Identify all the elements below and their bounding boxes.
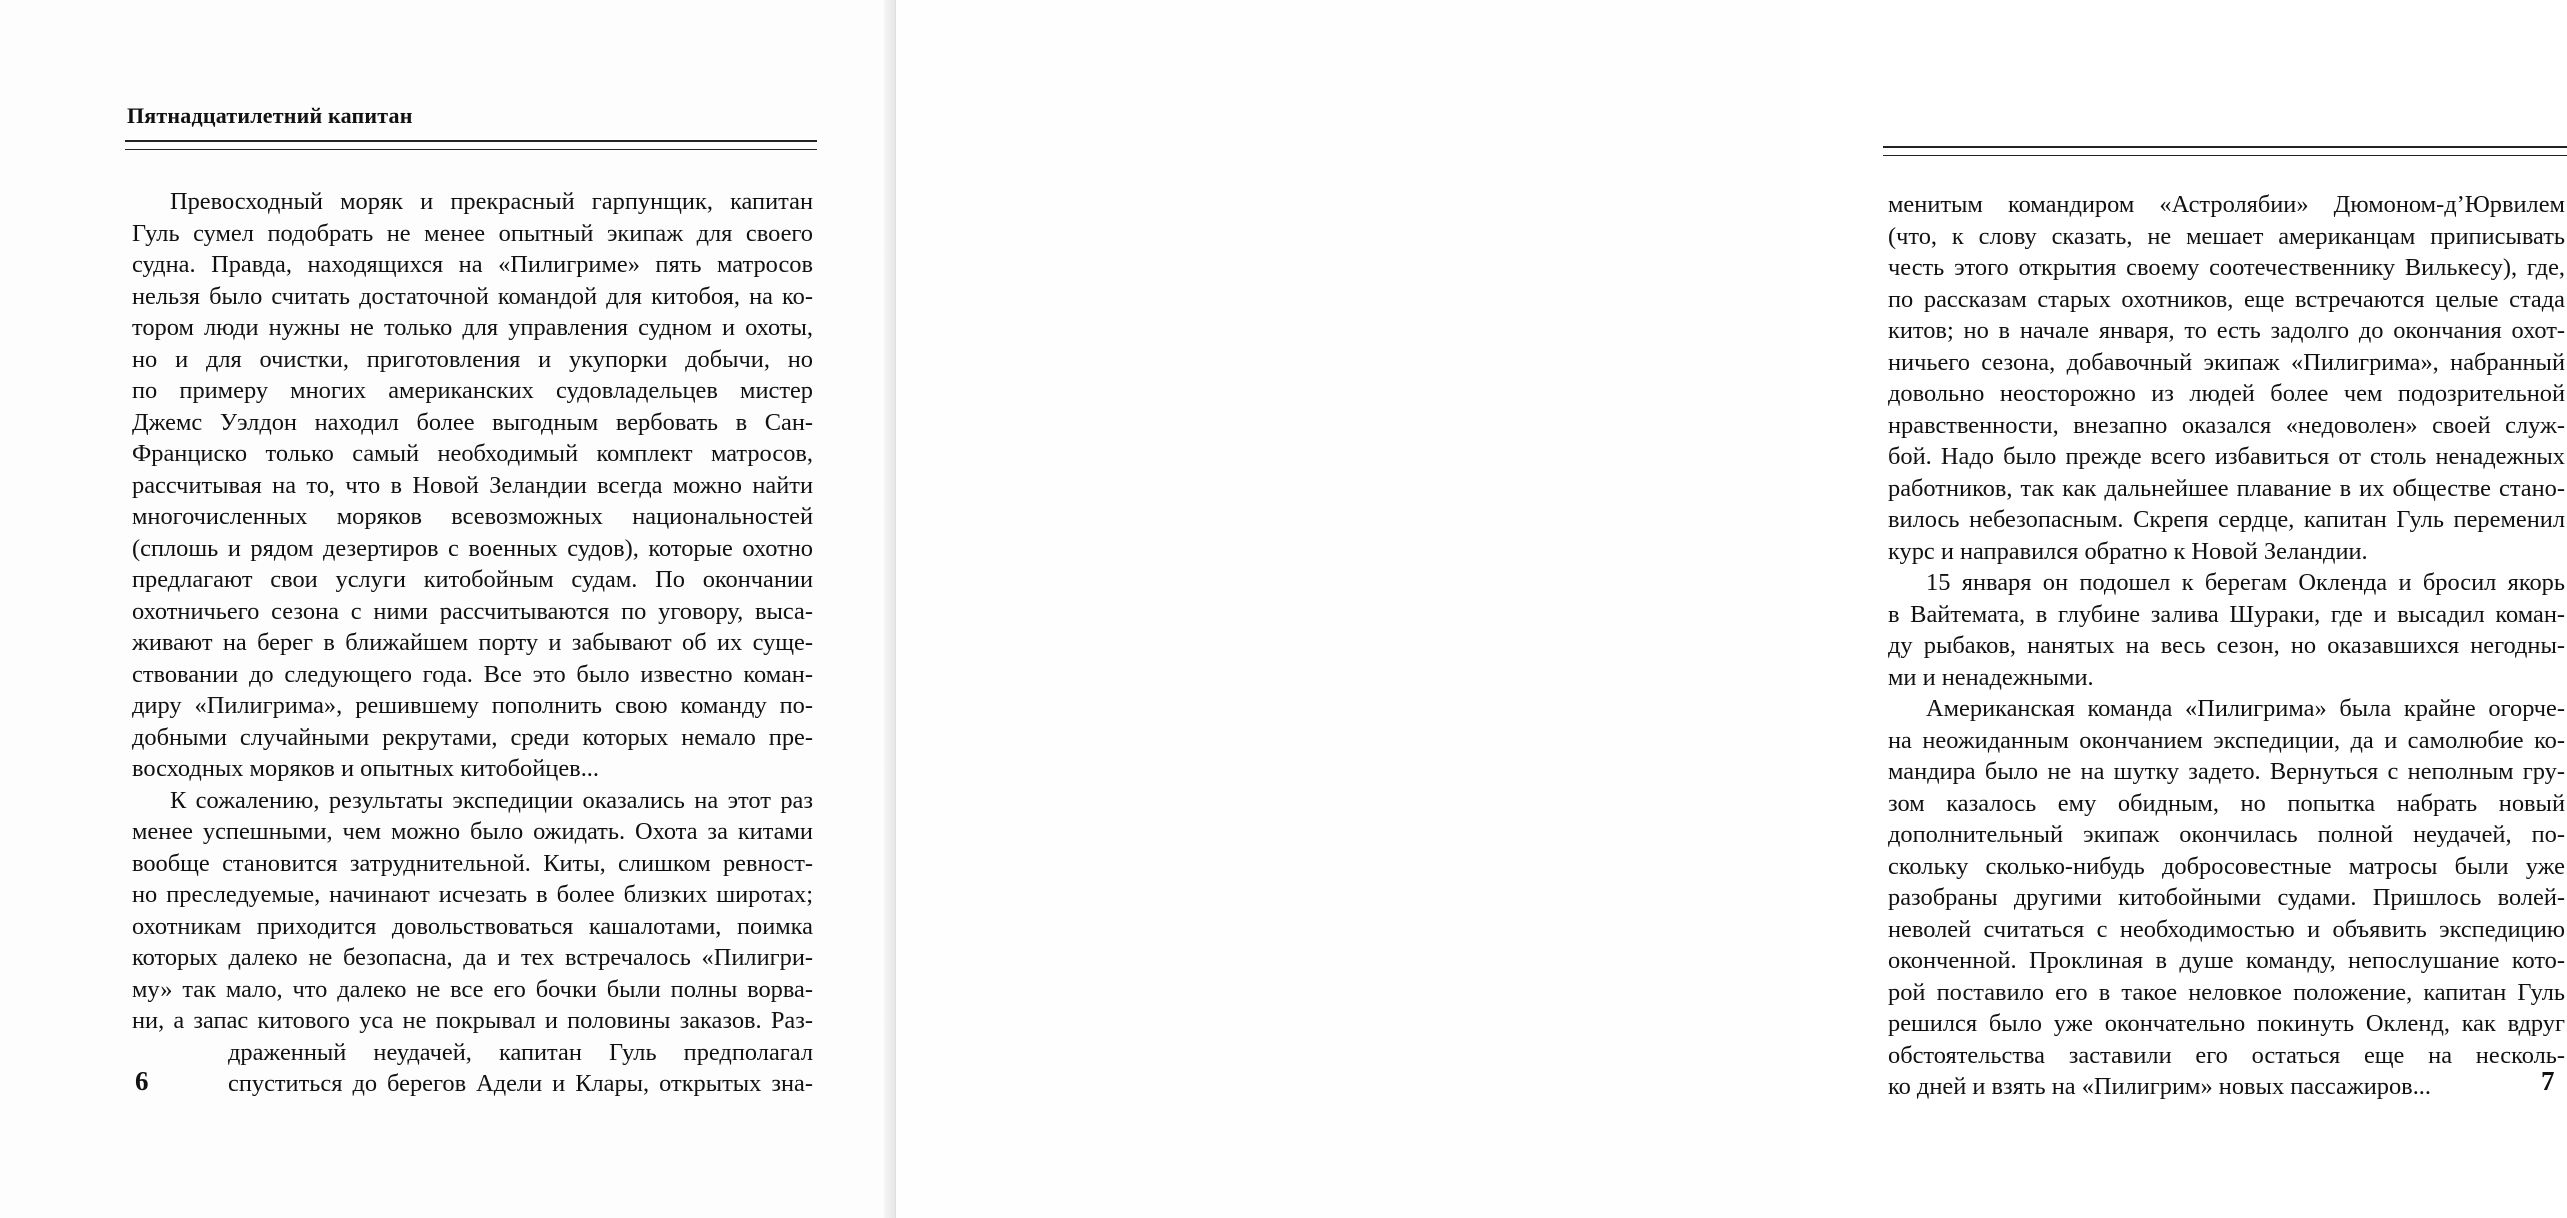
text-line: многочисленных моряков всевозможных национальностей — [132, 503, 813, 530]
header-rule — [1883, 146, 2567, 156]
text-line: добными случайными рекрутами, среди которых немало пре- — [132, 723, 813, 751]
paragraph — [1888, 567, 2565, 693]
text-line: на неожиданным окончанием экспедиции, да и самолюбие ко- — [1888, 726, 2565, 754]
paragraph — [132, 785, 813, 1100]
text-line: мандира было не на шутку задето. Вернуться с неполным гру- — [1888, 758, 2565, 785]
text-line: менее успешными, чем можно было ожидать. Охота за китами — [132, 818, 813, 845]
text-line: Превосходный моряк и прекрасный гарпунщик, капитан — [170, 188, 813, 215]
text-line: ни, а запас китового уса не покрывал и половины заказов. Раз- — [132, 1007, 813, 1034]
paragraph — [1888, 189, 2565, 567]
text-line: нравственности, внезапно оказался «недоволен» своей служ- — [1888, 411, 2565, 439]
text-line: ствовании до следующего года. Все это было известно коман- — [132, 660, 813, 688]
text-line: диру «Пилигрима», решившему пополнить свою команду по- — [132, 692, 813, 719]
page-number-right: 7 — [2541, 1066, 2555, 1096]
text-line: К сожалению, результаты экспедиции оказались на этот раз — [170, 786, 813, 814]
text-line: Гуль сумел подобрать не менее опытный экипаж для своего — [132, 219, 813, 247]
text-line: рассчитывая на то, что в Новой Зеландии всегда можно найти — [132, 471, 813, 499]
text-line: но и для очистки, приготовления и укупорки добычи, но — [132, 345, 813, 373]
text-line: Американская команда «Пилигрима» была крайне огорче- — [1926, 695, 2565, 722]
text-line: по примеру многих американских судовладельцев мистер — [132, 377, 813, 404]
text-line: оконченной. Проклиная в душе команду, непослушание кото- — [1888, 947, 2565, 974]
text-line: обстоятельства заставили его остаться еще на несколь- — [1888, 1041, 2565, 1069]
text-line: довольно неосторожно из людей более чем подозрительной — [1888, 380, 2565, 407]
text-line: работников, так как дальнейшее плавание в их обществе стано- — [1888, 474, 2565, 502]
text-line: бой. Надо было прежде всего избавиться от столь ненадежных — [1888, 443, 2565, 470]
text-line: живают на берег в ближайшем порту и забывают об их суще- — [132, 629, 813, 656]
text-line: скольку сколько-нибудь добросовестные матросы были уже — [1888, 852, 2565, 880]
running-head: Пятнадцатилетний капитан — [127, 103, 413, 128]
text-line: вилось небезопасным. Скрепя сердце, капитан Гуль переменил — [1888, 506, 2565, 533]
text-line: китов; но в начале января, то есть задолго до окончания охот- — [1888, 317, 2565, 344]
text-line: честь этого открытия своему соотечественнику Вилькесу), где, — [1888, 254, 2565, 281]
page-number-left: 6 — [135, 1066, 149, 1096]
right-page — [896, 0, 2565, 1218]
text-line: дополнительный экипаж окончилась полной неудачей, по- — [1888, 821, 2565, 848]
text-line: ко дней и взять на «Пилигрим» новых пассажиров... — [1888, 1073, 2431, 1100]
text-line: тором люди нужны не только для управления судном и охоты, — [132, 314, 813, 341]
text-line: 15 января он подошел к берегам Окленда и бросил якорь — [1926, 569, 2565, 596]
text-line: менитым командиром «Астролябии» Дюмоном-д’Юрвилем — [1888, 191, 2565, 218]
text-line: ничьего сезона, добавочный экипаж «Пилигрима», набранный — [1888, 348, 2565, 376]
text-line: неволей считаться с необходимостью и объявить экспедицию — [1888, 915, 2565, 943]
paragraph — [132, 186, 813, 785]
text-line: спуститься до берегов Адели и Клары, открытых зна- — [228, 1070, 813, 1097]
text-line: Франциско только самый необходимый комплект матросов, — [132, 440, 813, 467]
left-text-column — [132, 186, 813, 1100]
text-line: охотничьего сезона с ними рассчитываются по уговору, выса- — [132, 597, 813, 625]
text-line: но преследуемые, начинают исчезать в более близких широтах; — [132, 881, 813, 908]
text-line: нельзя было считать достаточной командой для китобоя, на ко- — [132, 282, 813, 310]
text-line: по рассказам старых охотников, еще встречаются целые стада — [1888, 285, 2565, 313]
text-line: в Вайтемата, в глубине залива Шураки, где и высадил коман- — [1888, 600, 2565, 628]
text-line: драженный неудачей, капитан Гуль предполагал — [228, 1038, 813, 1066]
header-rule — [125, 140, 817, 150]
text-line: предлагают свои услуги китобойным судам. По окончании — [132, 566, 813, 593]
text-line: разобраны другими китобойными судами. Пришлось волей- — [1888, 884, 2565, 911]
text-line: восходных моряков и опытных китобойцев... — [132, 755, 599, 782]
text-line: вообще становится затруднительной. Киты, слишком ревност- — [132, 849, 813, 877]
text-line: курс и направился обратно к Новой Зеландии. — [1888, 537, 2368, 565]
text-line: зом казалось ему обидным, но попытка набрать новый — [1888, 789, 2565, 817]
text-line: охотникам приходится довольствоваться кашалотами, поимка — [132, 912, 813, 940]
text-line: ду рыбаков, нанятых на весь сезон, но оказавшихся негодны- — [1888, 632, 2565, 659]
text-line: которых далеко не безопасна, да и тех встречалось «Пилигри- — [132, 944, 813, 971]
text-line: решился было уже окончательно покинуть Окленд, как вдруг — [1888, 1010, 2565, 1037]
text-line: му» так мало, что далеко не все его бочки были полны ворва- — [132, 975, 813, 1003]
left-page — [0, 0, 896, 1218]
right-text-column — [1888, 189, 2565, 1103]
text-line: (сплошь и рядом дезертиров с военных судов), которые охотно — [132, 534, 813, 562]
paragraph — [1888, 693, 2565, 1103]
text-line: (что, к слову сказать, не мешает американцам приписывать — [1888, 222, 2565, 250]
text-line: Джемс Уэлдон находил более выгодным вербовать в Сан- — [132, 408, 813, 436]
text-line: ми и ненадежными. — [1888, 663, 2094, 691]
text-line: рой поставило его в такое неловкое положение, капитан Гуль — [1888, 978, 2565, 1006]
text-line: судна. Правда, находящихся на «Пилигриме» пять матросов — [132, 251, 813, 278]
